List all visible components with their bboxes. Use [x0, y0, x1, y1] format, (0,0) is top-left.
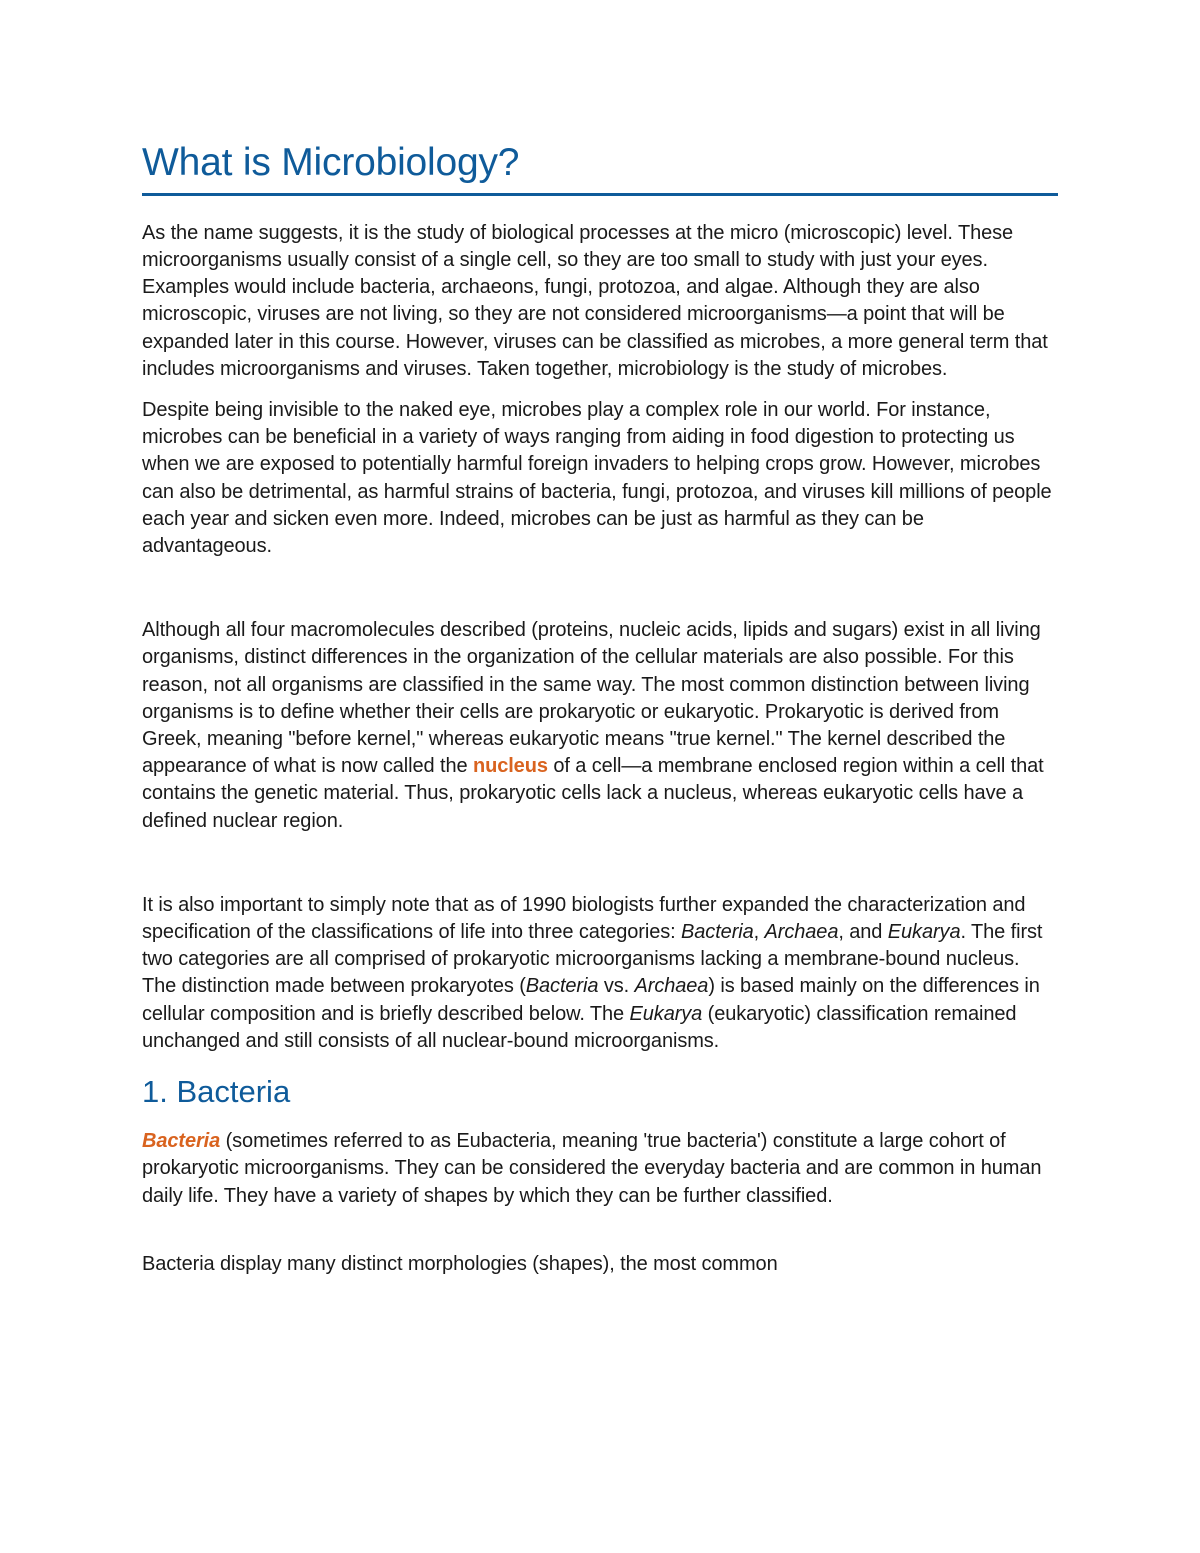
classification-text: ) is based mainly on the differences in cellular composition and is briefly described below. The: [142, 975, 1040, 1025]
intro-paragraph: As the name suggests, it is the study of biological processes at the micro (microscopic) level. These microorganisms usually consist of a single cell, so they are too small to study with just your eyes. Examples would include bacteria, archaeons, fungi, protozoa, and algae. Although they are also microscopic, viruses are not living, so they are not considered microorganisms—a point that will be expanded later in this course. However, viruses can be classified as microbes, a more general term that includes microorganisms and viruses. Taken together, microbiology is the study of microbes.: [142, 221, 1048, 380]
page-title: What is Microbiology?: [142, 141, 520, 184]
classification-paragraph: [142, 892, 1058, 1055]
classification-text: vs.: [598, 975, 635, 998]
bacteria-paragraph: [142, 1128, 1058, 1210]
blank-line: [142, 849, 1058, 892]
term-eukarya: Eukarya: [887, 921, 961, 944]
nucleus-keyword: nucleus: [472, 755, 548, 778]
cell-types-paragraph: [142, 617, 1058, 835]
term-eukarya: Eukarya: [629, 1002, 703, 1025]
term-bacteria: Bacteria: [681, 921, 754, 944]
morphology-paragraph: Bacteria display many distinct morphologies (shapes), the most common: [142, 1252, 778, 1275]
cell-types-text-1: Although all four macromolecules described (proteins, nucleic acids, lipids and sugars) exist in all living organisms, distinct differences in the organization of the cellular materials are also possible. For this reason, not all organisms are classified in the same way. The most common distinction between living organisms is to define whether their cells are prokaryotic or eukaryotic. Prokaryotic is derived from Greek, meaning "before kernel," whereas eukaryotic means "true kernel." The kernel described the appearance of what is now called the: [142, 619, 1041, 778]
bacteria-keyword: Bacteria: [142, 1130, 221, 1153]
term-archaea: Archaea: [764, 921, 839, 944]
document-page: [142, 140, 1058, 1292]
cell-types-text-2: of a cell—a membrane enclosed region within a cell that contains the genetic material. Thus, prokaryotic cells lack a nucleus, whereas eukaryotic cells have a defined nuclear region.: [142, 755, 1044, 832]
bacteria-text: (sometimes referred to as Eubacteria, meaning 'true bacteria') constitute a large cohort of prokaryotic microorganisms. They can be considered the everyday bacteria and are common in human daily life. They have a variety of shapes by which they can be further classified.: [142, 1130, 1042, 1207]
classification-text: ,: [753, 921, 765, 944]
classification-text: It is also important to simply note that as of 1990 biologists further expanded the characterization and specification of the classifications of life into three categories:: [142, 893, 1026, 944]
blank-line: [142, 1224, 1058, 1251]
term-archaea: Archaea: [634, 975, 709, 998]
microbes-role-paragraph: Despite being invisible to the naked eye, microbes play a complex role in our world. For instance, microbes can be beneficial in a variety of ways ranging from aiding in food digestion to protecting us when we are exposed to potentially harmful foreign invaders to helping crops grow. However, microbes can also be detrimental, as harmful strains of bacteria, fungi, protozoa, and viruses kill millions of people each year and sicken even more. Indeed, microbes can be just as harmful as they can be advantageous.: [142, 399, 1052, 558]
title-underline: [142, 193, 1058, 196]
classification-text: , and: [838, 921, 888, 944]
blank-line: [142, 574, 1058, 617]
classification-text: (eukaryotic) classification remained unchanged and still consists of all nuclear-bound microorganisms.: [142, 1002, 1017, 1052]
section-heading-bacteria: 1. Bacteria: [142, 1074, 291, 1110]
term-bacteria: Bacteria: [525, 975, 599, 998]
classification-text: . The first two categories are all comprised of prokaryotic microorganisms lacking a membrane-bound nucleus. The distinction made between prokaryotes (: [142, 921, 1043, 998]
